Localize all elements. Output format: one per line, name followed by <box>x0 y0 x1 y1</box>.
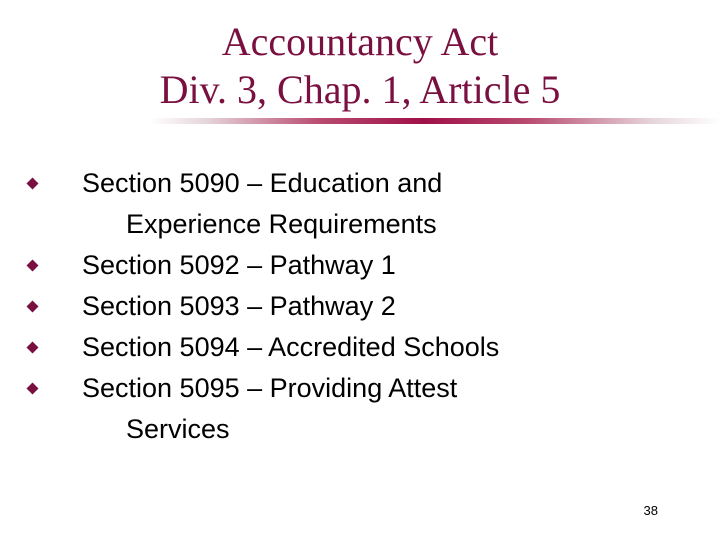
slide-title <box>0 18 720 114</box>
list-item <box>26 163 686 245</box>
list-item <box>26 286 686 327</box>
diamond-bullet-icon <box>26 382 39 395</box>
list-item <box>26 368 686 450</box>
list-item-text-continued: Services <box>126 414 230 444</box>
list-item-text: Section 5090 – Education and <box>82 168 443 198</box>
list-item-text: Section 5094 – Accredited Schools <box>82 332 500 362</box>
list-item-text: Section 5095 – Providing Attest <box>82 373 458 403</box>
bullet-list <box>26 163 686 450</box>
diamond-bullet-icon <box>26 259 39 272</box>
title-line-1: Accountancy Act <box>221 19 499 64</box>
list-item-text: Section 5093 – Pathway 2 <box>82 291 396 321</box>
list-item <box>26 245 686 286</box>
title-line-2: Div. 3, Chap. 1, Article 5 <box>159 67 561 112</box>
page-number: 38 <box>643 503 658 518</box>
diamond-bullet-icon <box>26 300 39 313</box>
list-item-text: Section 5092 – Pathway 1 <box>82 250 396 280</box>
list-item-text-continued: Experience Requirements <box>126 209 437 239</box>
title-divider <box>150 118 720 124</box>
diamond-bullet-icon <box>26 177 39 190</box>
diamond-bullet-icon <box>26 341 39 354</box>
list-item <box>26 327 686 368</box>
